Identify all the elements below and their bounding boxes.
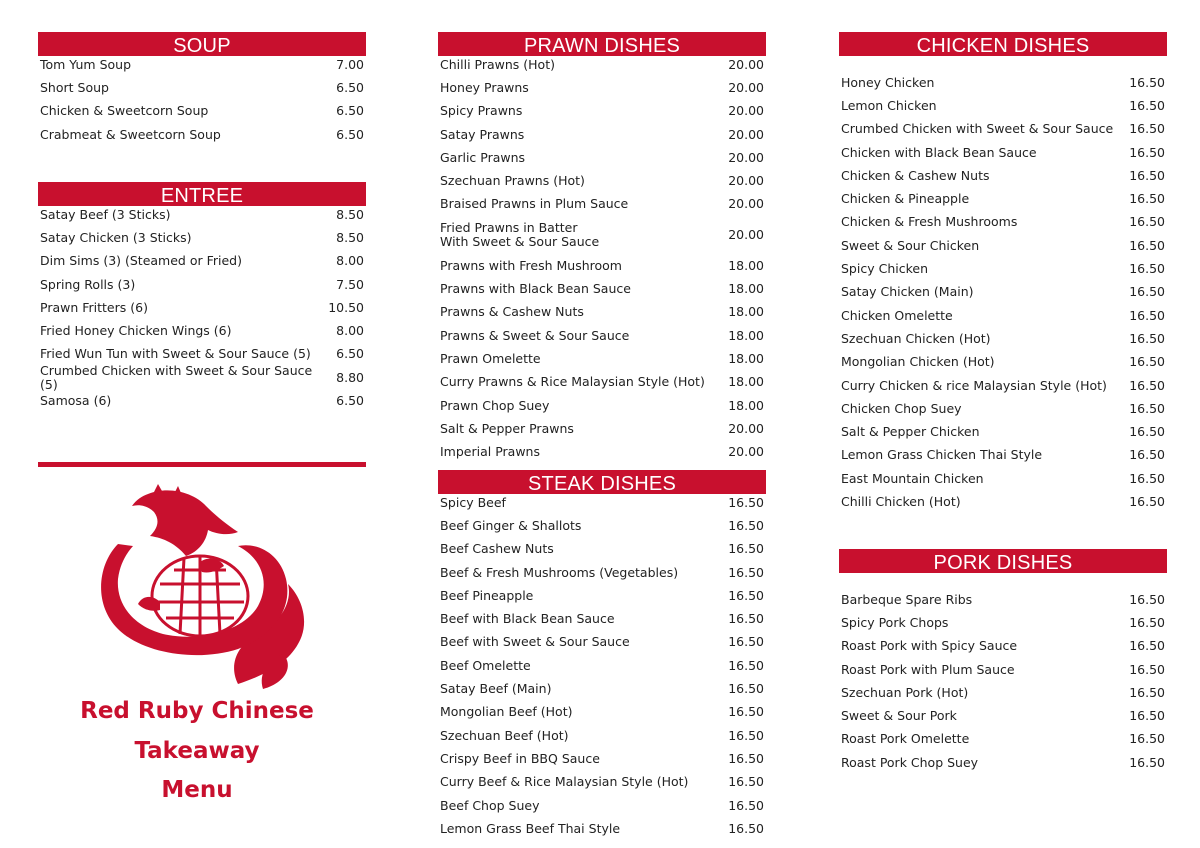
menu-item — [438, 347, 766, 370]
menu-item — [839, 490, 1167, 513]
item-price: 16.50 — [1129, 591, 1165, 607]
menu-item — [38, 389, 366, 412]
menu-item — [839, 211, 1167, 234]
item-price: 16.50 — [1129, 330, 1165, 346]
item-name: Satay Beef (Main) — [440, 681, 552, 697]
item-name: Sweet & Sour Pork — [841, 708, 957, 724]
item-name: Spring Rolls (3) — [40, 276, 136, 292]
item-name: Fried Wun Tun with Sweet & Sour Sauce (5) — [40, 346, 311, 362]
menu-item — [38, 226, 366, 249]
menu-item — [38, 123, 366, 146]
item-name: Spicy Chicken — [841, 261, 928, 277]
item-price: 8.00 — [336, 253, 364, 269]
menu-item — [438, 301, 766, 324]
item-name: East Mountain Chicken — [841, 470, 984, 486]
item-price: 16.50 — [728, 494, 764, 510]
item-name: Beef Omelette — [440, 657, 531, 673]
item-name: Fried Prawns in Batter With Sweet & Sour Sauce — [440, 220, 600, 250]
item-price: 18.00 — [728, 304, 764, 320]
divider — [38, 462, 366, 467]
item-price: 16.50 — [728, 541, 764, 557]
item-name: Roast Pork with Plum Sauce — [841, 661, 1015, 677]
brand-name — [40, 692, 354, 811]
item-price: 20.00 — [728, 126, 764, 142]
menu-item — [438, 724, 766, 747]
item-price: 18.00 — [728, 350, 764, 366]
menu-item — [38, 273, 366, 296]
menu-item — [839, 444, 1167, 467]
item-price: 20.00 — [728, 79, 764, 95]
entree-section — [38, 182, 366, 413]
brand-line-2: Takeaway — [134, 737, 260, 764]
item-name: Beef Chop Suey — [440, 797, 540, 813]
menu-item — [438, 324, 766, 347]
item-price: 16.50 — [1129, 167, 1165, 183]
item-name: Crumbed Chicken with Sweet & Sour Sauce — [841, 121, 1114, 137]
item-price: 20.00 — [728, 103, 764, 119]
item-name: Chicken & Sweetcorn Soup — [40, 103, 209, 119]
item-name: Honey Prawns — [440, 79, 529, 95]
item-price: 8.50 — [336, 206, 364, 222]
menu-item — [839, 187, 1167, 210]
item-price: 8.80 — [336, 369, 364, 385]
chicken-section — [839, 32, 1167, 514]
item-name: Satay Prawns — [440, 126, 525, 142]
menu-item — [38, 250, 366, 273]
item-price: 20.00 — [728, 444, 764, 460]
item-price: 16.50 — [1129, 261, 1165, 277]
item-name: Chicken with Black Bean Sauce — [841, 144, 1037, 160]
menu-item — [438, 394, 766, 417]
item-price: 16.50 — [1129, 638, 1165, 654]
item-name: Beef & Fresh Mushrooms (Vegetables) — [440, 564, 679, 580]
item-price: 16.50 — [1129, 144, 1165, 160]
menu-item — [438, 677, 766, 700]
menu-list — [38, 53, 366, 146]
item-name: Spicy Beef — [440, 494, 506, 510]
brand-line-1: Red Ruby Chinese — [80, 698, 314, 724]
item-name: Honey Chicken — [841, 74, 935, 90]
item-price: 16.50 — [728, 587, 764, 603]
item-name: Samosa (6) — [40, 393, 112, 409]
item-name: Lemon Chicken — [841, 97, 937, 113]
item-price: 16.50 — [1129, 470, 1165, 486]
item-price: 16.50 — [728, 774, 764, 790]
item-name: Chicken & Cashew Nuts — [841, 167, 990, 183]
menu-item — [38, 203, 366, 226]
item-name: Barbeque Spare Ribs — [841, 591, 973, 607]
menu-item — [438, 561, 766, 584]
brand-line-3: Menu — [161, 777, 233, 803]
item-price: 20.00 — [728, 149, 764, 165]
item-price: 16.50 — [1129, 661, 1165, 677]
menu-item — [839, 118, 1167, 141]
section-header: SOUP — [38, 32, 366, 56]
prawn-section — [438, 32, 766, 464]
item-price: 18.00 — [728, 397, 764, 413]
item-name: Mongolian Beef (Hot) — [440, 704, 573, 720]
menu-item — [438, 654, 766, 677]
item-price: 16.50 — [1129, 614, 1165, 630]
item-price: 8.50 — [336, 229, 364, 245]
section-header: PORK DISHES — [839, 549, 1167, 573]
item-price: 16.50 — [1129, 284, 1165, 300]
menu-item — [839, 164, 1167, 187]
menu-item — [38, 296, 366, 319]
item-name: Spicy Pork Chops — [841, 614, 949, 630]
menu-list — [839, 588, 1167, 774]
item-name: Crispy Beef in BBQ Sauce — [440, 750, 600, 766]
menu-item — [839, 281, 1167, 304]
item-price: 16.50 — [1129, 237, 1165, 253]
item-price: 6.50 — [336, 126, 364, 142]
menu-list — [438, 53, 766, 464]
menu-item — [839, 257, 1167, 280]
item-name: Prawn Omelette — [440, 350, 541, 366]
item-name: Chilli Chicken (Hot) — [841, 493, 961, 509]
menu-item — [438, 371, 766, 394]
menu-item — [438, 254, 766, 277]
item-price: 16.50 — [728, 704, 764, 720]
menu-item — [839, 681, 1167, 704]
menu-item — [38, 319, 366, 342]
item-price: 16.50 — [728, 611, 764, 627]
item-price: 18.00 — [728, 257, 764, 273]
menu-item — [38, 100, 366, 123]
menu-list — [438, 491, 766, 840]
section-header: ENTREE — [38, 182, 366, 206]
soup-section — [38, 32, 366, 146]
menu-item — [438, 123, 766, 146]
item-name: Short Soup — [40, 79, 109, 95]
menu-item — [839, 94, 1167, 117]
item-price: 20.00 — [728, 420, 764, 436]
pork-section — [839, 549, 1167, 774]
menu-item — [438, 53, 766, 76]
menu-item — [438, 514, 766, 537]
item-name: Beef Cashew Nuts — [440, 541, 554, 557]
item-price: 6.50 — [336, 346, 364, 362]
menu-item — [839, 467, 1167, 490]
section-header: STEAK DISHES — [438, 470, 766, 494]
item-price: 16.50 — [1129, 400, 1165, 416]
menu-item — [438, 193, 766, 216]
item-price: 16.50 — [728, 820, 764, 836]
steak-section — [438, 470, 766, 840]
item-price: 16.50 — [1129, 121, 1165, 137]
item-name: Szechuan Beef (Hot) — [440, 727, 569, 743]
section-header: CHICKEN DISHES — [839, 32, 1167, 56]
item-price: 16.50 — [1129, 74, 1165, 90]
menu-item — [438, 277, 766, 300]
item-price: 16.50 — [1129, 191, 1165, 207]
menu-item — [438, 440, 766, 463]
item-price: 16.50 — [728, 657, 764, 673]
item-name: Crabmeat & Sweetcorn Soup — [40, 126, 221, 142]
item-name: Chicken & Fresh Mushrooms — [841, 214, 1018, 230]
item-price: 16.50 — [1129, 214, 1165, 230]
menu-item — [38, 76, 366, 99]
item-price: 6.50 — [336, 79, 364, 95]
item-name: Beef with Black Bean Sauce — [440, 611, 615, 627]
item-name: Mongolian Chicken (Hot) — [841, 354, 995, 370]
item-name: Satay Chicken (Main) — [841, 284, 974, 300]
item-price: 7.00 — [336, 56, 364, 72]
red-dragon-logo-icon — [88, 484, 320, 694]
menu-item — [839, 71, 1167, 94]
item-name: Satay Chicken (3 Sticks) — [40, 229, 192, 245]
menu-item — [839, 327, 1167, 350]
item-name: Chilli Prawns (Hot) — [440, 56, 555, 72]
item-price: 16.50 — [1129, 354, 1165, 370]
item-name: Chicken Omelette — [841, 307, 953, 323]
item-price: 6.50 — [336, 103, 364, 119]
item-name: Crumbed Chicken with Sweet & Sour Sauce (5) — [40, 362, 313, 392]
item-name: Fried Honey Chicken Wings (6) — [40, 323, 232, 339]
menu-item — [438, 631, 766, 654]
item-name: Curry Chicken & rice Malaysian Style (Hot) — [841, 377, 1107, 393]
menu-item — [839, 420, 1167, 443]
item-name: Prawns & Sweet & Sour Sauce — [440, 327, 630, 343]
menu-item — [839, 304, 1167, 327]
menu-item — [438, 747, 766, 770]
menu-item — [38, 53, 366, 76]
item-price: 7.50 — [336, 276, 364, 292]
menu-item — [438, 491, 766, 514]
item-price: 16.50 — [728, 681, 764, 697]
item-name: Curry Beef & Rice Malaysian Style (Hot) — [440, 774, 689, 790]
item-name: Szechuan Chicken (Hot) — [841, 330, 991, 346]
menu-item — [438, 169, 766, 192]
item-price: 16.50 — [728, 797, 764, 813]
item-price: 16.50 — [1129, 307, 1165, 323]
item-name: Garlic Prawns — [440, 149, 526, 165]
item-name: Curry Prawns & Rice Malaysian Style (Hot) — [440, 374, 705, 390]
item-name: Beef Pineapple — [440, 587, 534, 603]
item-price: 16.50 — [1129, 493, 1165, 509]
item-name: Roast Pork Omelette — [841, 731, 970, 747]
item-name: Roast Pork with Spicy Sauce — [841, 638, 1018, 654]
item-price: 16.50 — [1129, 424, 1165, 440]
menu-item — [839, 611, 1167, 634]
item-price: 18.00 — [728, 281, 764, 297]
item-name: Prawn Fritters (6) — [40, 299, 148, 315]
menu-item — [438, 584, 766, 607]
menu-item — [438, 701, 766, 724]
menu-list — [839, 71, 1167, 514]
item-price: 16.50 — [1129, 754, 1165, 770]
item-name: Salt & Pepper Chicken — [841, 424, 980, 440]
item-price: 16.50 — [728, 564, 764, 580]
menu-item — [438, 817, 766, 840]
menu-item — [839, 141, 1167, 164]
menu-item — [839, 658, 1167, 681]
menu-item — [438, 794, 766, 817]
menu-item — [839, 397, 1167, 420]
menu-item — [839, 635, 1167, 658]
menu-item — [438, 771, 766, 794]
item-price: 10.50 — [328, 299, 364, 315]
item-price: 16.50 — [728, 634, 764, 650]
menu-item — [839, 588, 1167, 611]
menu-item — [839, 728, 1167, 751]
item-price: 16.50 — [1129, 377, 1165, 393]
item-price: 18.00 — [728, 374, 764, 390]
section-header: PRAWN DISHES — [438, 32, 766, 56]
item-name: Prawns & Cashew Nuts — [440, 304, 584, 320]
item-price: 20.00 — [728, 56, 764, 72]
item-price: 16.50 — [728, 750, 764, 766]
menu-item — [438, 538, 766, 561]
item-name: Satay Beef (3 Sticks) — [40, 206, 171, 222]
item-price: 16.50 — [728, 517, 764, 533]
menu-item — [839, 751, 1167, 774]
menu-item — [839, 704, 1167, 727]
item-name: Beef with Sweet & Sour Sauce — [440, 634, 630, 650]
item-name: Beef Ginger & Shallots — [440, 517, 582, 533]
item-name: Szechuan Prawns (Hot) — [440, 173, 585, 189]
item-price: 16.50 — [1129, 684, 1165, 700]
menu-item — [438, 76, 766, 99]
menu-item — [438, 417, 766, 440]
menu-item — [839, 351, 1167, 374]
menu-item — [438, 146, 766, 169]
item-name: Lemon Grass Chicken Thai Style — [841, 447, 1043, 463]
item-price: 16.50 — [728, 727, 764, 743]
menu-item — [438, 607, 766, 630]
item-price: 20.00 — [728, 196, 764, 212]
item-price: 16.50 — [1129, 708, 1165, 724]
item-name: Imperial Prawns — [440, 444, 540, 460]
item-price: 16.50 — [1129, 447, 1165, 463]
item-name: Chicken & Pineapple — [841, 191, 970, 207]
item-name: Prawns with Black Bean Sauce — [440, 281, 631, 297]
menu-item — [438, 100, 766, 123]
item-name: Szechuan Pork (Hot) — [841, 684, 969, 700]
item-price: 6.50 — [336, 393, 364, 409]
item-name: Chicken Chop Suey — [841, 400, 962, 416]
item-price: 8.00 — [336, 323, 364, 339]
item-price: 18.00 — [728, 327, 764, 343]
menu-item — [38, 362, 366, 392]
menu-item — [839, 374, 1167, 397]
menu-list — [38, 203, 366, 413]
item-name: Sweet & Sour Chicken — [841, 237, 980, 253]
menu-item — [438, 216, 766, 254]
item-name: Prawns with Fresh Mushroom — [440, 257, 622, 273]
item-name: Salt & Pepper Prawns — [440, 420, 574, 436]
item-price: 16.50 — [1129, 731, 1165, 747]
item-name: Spicy Prawns — [440, 103, 523, 119]
item-name: Roast Pork Chop Suey — [841, 754, 979, 770]
item-price: 20.00 — [728, 227, 764, 243]
item-price: 20.00 — [728, 173, 764, 189]
item-name: Dim Sims (3) (Steamed or Fried) — [40, 253, 242, 269]
item-name: Prawn Chop Suey — [440, 397, 550, 413]
item-name: Braised Prawns in Plum Sauce — [440, 196, 629, 212]
item-price: 16.50 — [1129, 97, 1165, 113]
menu-item — [839, 234, 1167, 257]
item-name: Tom Yum Soup — [40, 56, 132, 72]
item-name: Lemon Grass Beef Thai Style — [440, 820, 621, 836]
